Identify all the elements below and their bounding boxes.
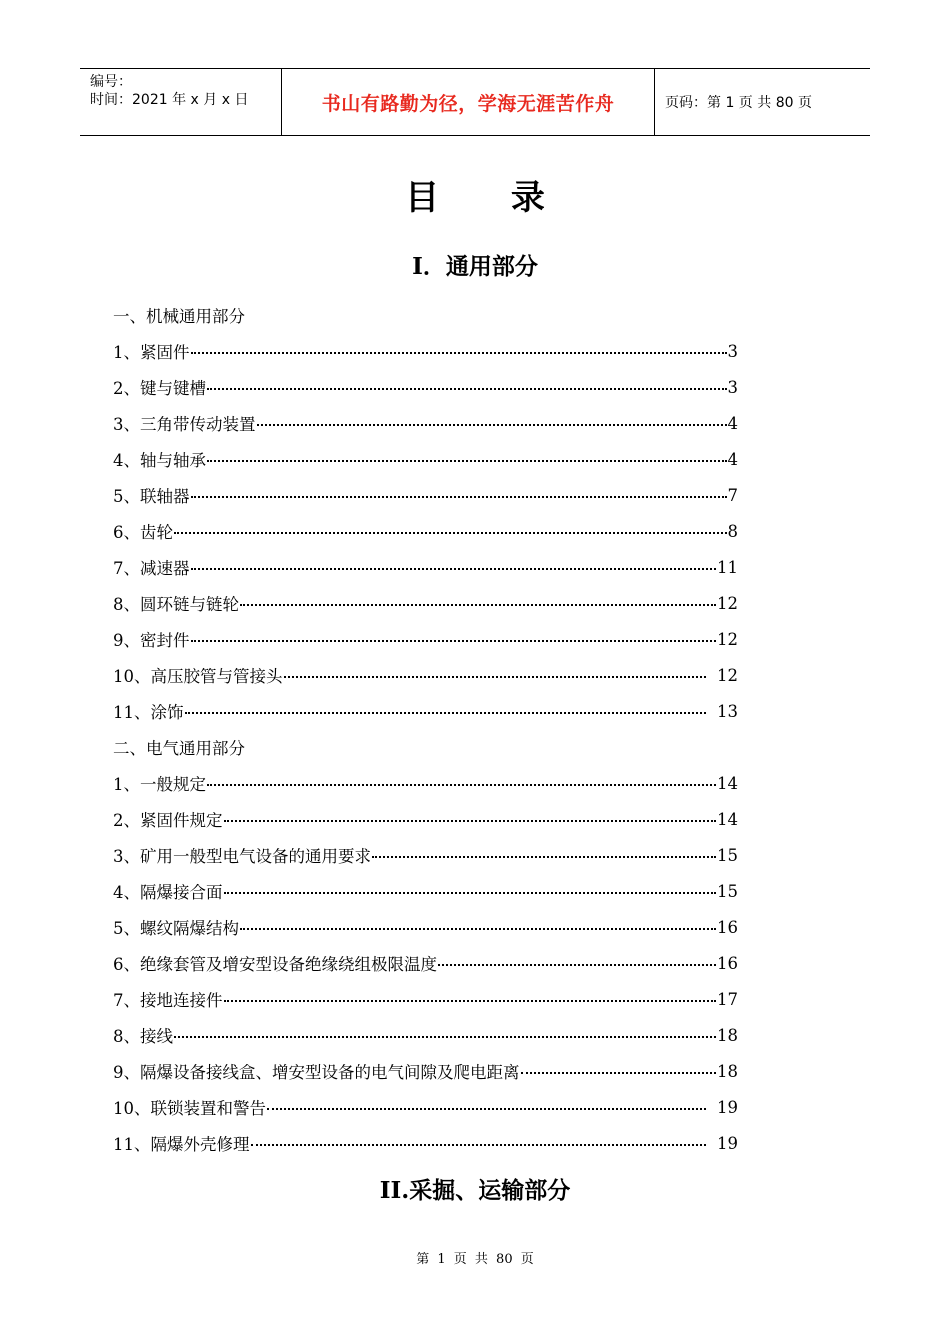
- toc-leader-dots: [224, 820, 717, 822]
- header-page-info: 页码：第 1 页 共 80 页: [665, 95, 812, 111]
- toc-entry[interactable]: [113, 549, 738, 585]
- page-footer: 第 1 页 共 80 页: [416, 1252, 534, 1267]
- toc-leader-dots: [207, 460, 727, 462]
- toc-entry[interactable]: [113, 441, 738, 477]
- toc-leader-dots: [224, 1000, 717, 1002]
- toc-entry[interactable]: [113, 945, 738, 981]
- toc-entry-page: 3: [727, 341, 738, 361]
- section-heading-electrical: 二、电气通用部分: [113, 739, 245, 758]
- toc-entry-page: 12: [717, 629, 738, 649]
- header-meta-cell: [80, 69, 282, 135]
- toc-entry-label: 3、三角带传动装置: [113, 415, 256, 434]
- toc-leader-dots: [224, 892, 717, 894]
- toc-entry-page: 4: [727, 449, 738, 469]
- section-electrical-items: [113, 765, 738, 1161]
- toc-entry-page: 16: [717, 953, 738, 973]
- toc-leader-dots: [267, 1108, 706, 1110]
- toc-entry-label: 8、圆环链与链轮: [113, 595, 239, 614]
- toc-entry-page: 11: [717, 557, 738, 577]
- toc-entry-label: 9、隔爆设备接线盒、增安型设备的电气间隙及爬电距离: [113, 1063, 520, 1082]
- toc-entry-page: 17: [717, 989, 738, 1009]
- toc-entry[interactable]: [113, 873, 738, 909]
- toc-entry-label: 4、轴与轴承: [113, 451, 206, 470]
- toc-entry-label: 11、涂饰: [113, 703, 184, 722]
- toc-entry[interactable]: [113, 909, 738, 945]
- header-number-label: 编号：: [90, 74, 132, 90]
- part1-title: I．通用部分: [412, 253, 538, 280]
- toc-entry[interactable]: [113, 585, 738, 621]
- toc-entry-label: 2、紧固件规定: [113, 811, 223, 830]
- toc-entry-label: 1、紧固件: [113, 343, 190, 362]
- toc-entry[interactable]: [113, 405, 738, 441]
- toc-entry-label: 5、螺纹隔爆结构: [113, 919, 239, 938]
- toc-entry[interactable]: [113, 1125, 738, 1161]
- toc-entry[interactable]: [113, 1089, 738, 1125]
- toc-leader-dots: [174, 532, 727, 534]
- toc-entry-label: 9、密封件: [113, 631, 190, 650]
- toc-title: 目 录: [405, 178, 575, 218]
- toc-entry-page: 14: [717, 809, 738, 829]
- page-header: [80, 68, 870, 136]
- toc-entry-page: 12: [717, 665, 738, 685]
- toc-leader-dots: [251, 1144, 707, 1146]
- toc-entry-page: 19: [717, 1097, 738, 1117]
- toc-entry-page: 12: [717, 593, 738, 613]
- toc-leader-dots: [207, 784, 716, 786]
- toc-entry-page: 13: [717, 701, 738, 721]
- toc-leader-dots: [240, 604, 716, 606]
- toc-entry-page: 7: [727, 485, 738, 505]
- toc-entry-label: 10、高压胶管与管接头: [113, 667, 283, 686]
- toc-entry[interactable]: [113, 621, 738, 657]
- toc-entry[interactable]: [113, 1053, 738, 1089]
- toc-entry-label: 3、矿用一般型电气设备的通用要求: [113, 847, 371, 866]
- toc-entry[interactable]: [113, 1017, 738, 1053]
- toc-leader-dots: [257, 424, 727, 426]
- toc-leader-dots: [191, 640, 717, 642]
- toc-entry-label: 2、键与键槽: [113, 379, 206, 398]
- toc-leader-dots: [191, 496, 727, 498]
- section-heading-mechanical: 一、机械通用部分: [113, 307, 245, 326]
- toc-leader-dots: [521, 1072, 717, 1074]
- toc-entry-page: 18: [717, 1061, 738, 1081]
- toc-entry-page: 8: [727, 521, 738, 541]
- toc-leader-dots: [372, 856, 716, 858]
- toc-entry[interactable]: [113, 693, 738, 729]
- toc-entry-page: 18: [717, 1025, 738, 1045]
- toc-entry-label: 6、绝缘套管及增安型设备绝缘绕组极限温度: [113, 955, 437, 974]
- toc-leader-dots: [191, 352, 727, 354]
- toc-entry-page: 4: [727, 413, 738, 433]
- section-mechanical-items: [113, 333, 738, 729]
- toc-leader-dots: [240, 928, 716, 930]
- toc-entry-label: 1、一般规定: [113, 775, 206, 794]
- toc-entry-page: 16: [717, 917, 738, 937]
- toc-entry-label: 6、齿轮: [113, 523, 173, 542]
- toc-leader-dots: [174, 1036, 716, 1038]
- part2-title: II.采掘、运输部分: [379, 1177, 571, 1204]
- toc-entry-page: 14: [717, 773, 738, 793]
- toc-leader-dots: [185, 712, 707, 714]
- toc-entry-page: 15: [717, 881, 738, 901]
- toc-entry-page: 15: [717, 845, 738, 865]
- toc-leader-dots: [284, 676, 707, 678]
- toc-entry[interactable]: [113, 837, 738, 873]
- toc-entry-label: 7、接地连接件: [113, 991, 223, 1010]
- toc-entry[interactable]: [113, 333, 738, 369]
- toc-entry-page: 3: [727, 377, 738, 397]
- toc-entry-page: 19: [717, 1133, 738, 1153]
- header-motto: 书山有路勤为径，学海无涯苦作舟: [282, 69, 655, 135]
- toc-leader-dots: [438, 964, 716, 966]
- toc-entry-label: 4、隔爆接合面: [113, 883, 223, 902]
- toc-entry[interactable]: [113, 369, 738, 405]
- toc-entry[interactable]: [113, 513, 738, 549]
- toc-entry-label: 11、隔爆外壳修理: [113, 1135, 250, 1154]
- table-of-contents: [113, 297, 738, 1161]
- toc-entry[interactable]: [113, 477, 738, 513]
- header-time-label: 时间：2021 年 x 月 x 日: [90, 92, 249, 108]
- toc-entry-label: 10、联锁装置和警告: [113, 1099, 266, 1118]
- toc-entry[interactable]: [113, 981, 738, 1017]
- toc-entry[interactable]: [113, 801, 738, 837]
- toc-entry-label: 5、联轴器: [113, 487, 190, 506]
- toc-entry[interactable]: [113, 657, 738, 693]
- toc-entry-label: 7、减速器: [113, 559, 190, 578]
- toc-entry-label: 8、接线: [113, 1027, 173, 1046]
- toc-entry[interactable]: [113, 765, 738, 801]
- toc-leader-dots: [191, 568, 717, 570]
- toc-leader-dots: [207, 388, 727, 390]
